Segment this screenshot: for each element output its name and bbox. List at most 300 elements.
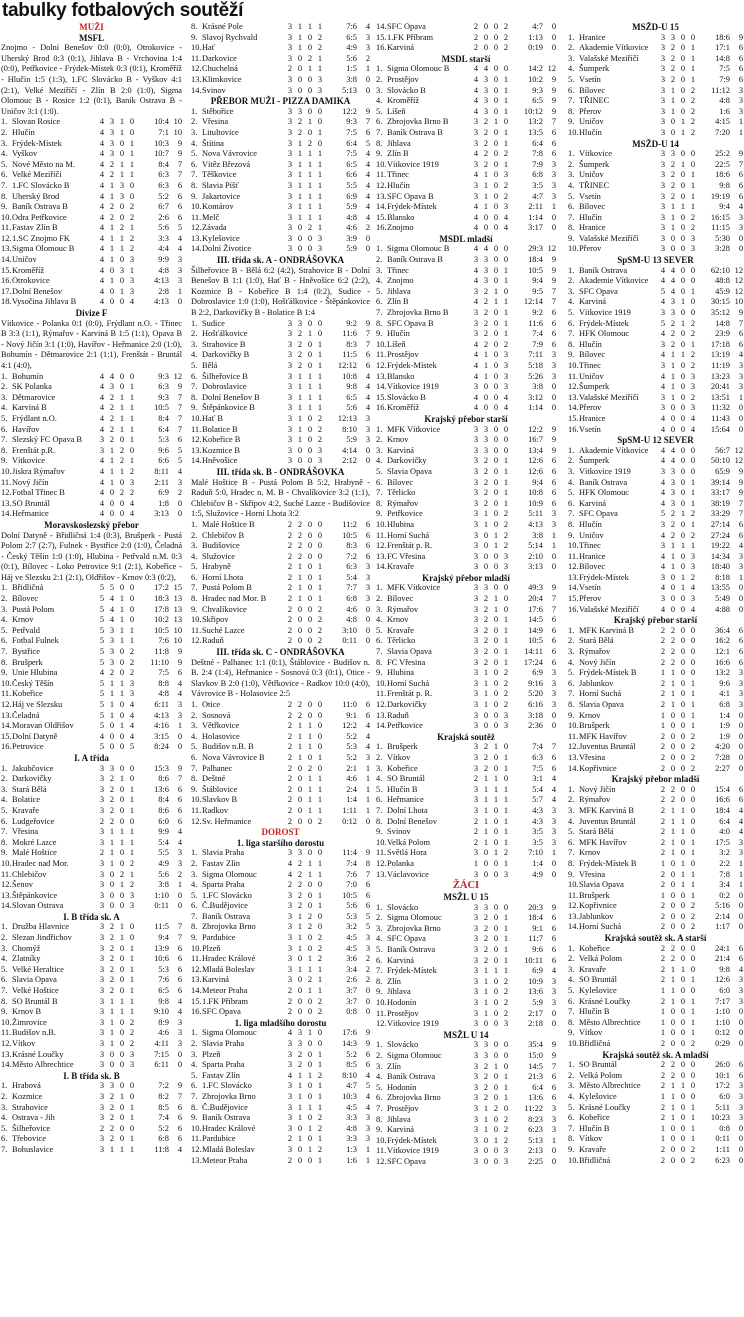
score: 10:4 [154, 117, 169, 127]
played: 3 [473, 795, 479, 805]
draws: 0 [493, 1072, 499, 1082]
score: 9:9 [158, 255, 169, 265]
score: 12:12 [337, 361, 357, 370]
wins: 3 [670, 32, 676, 42]
losses: 3 [503, 382, 509, 392]
played: 3 [473, 1103, 479, 1113]
draws: 0 [119, 1123, 125, 1133]
draws: 0 [307, 636, 313, 646]
rank: 12. [1, 233, 12, 243]
team-name: Šenov [12, 880, 33, 890]
rank: 2. [376, 255, 383, 265]
losses: 3 [317, 456, 323, 466]
wins: 0 [483, 223, 489, 233]
rank: 3. [376, 604, 383, 614]
losses: 1 [690, 180, 696, 190]
draws: 0 [493, 1082, 499, 1092]
wins: 2 [297, 1060, 303, 1070]
score: 0:2 [719, 890, 730, 900]
rank: 2. [1, 127, 8, 137]
rank: 7. [568, 1123, 575, 1133]
wins: 2 [483, 955, 489, 965]
table-row [191, 435, 370, 446]
table-row [1, 425, 182, 436]
rank: 8. [568, 339, 575, 349]
wins: 3 [483, 435, 489, 445]
table-row [568, 372, 743, 383]
played: 3 [473, 604, 479, 614]
rank: 1. [1, 763, 8, 773]
score: 1:4 [719, 710, 730, 720]
losses: 0 [317, 731, 323, 741]
points: 0 [177, 890, 182, 900]
score: 4:8 [346, 212, 357, 222]
table-row [1, 658, 182, 669]
losses: 1 [690, 880, 696, 890]
table-row [376, 425, 556, 436]
losses: 1 [503, 138, 509, 148]
table-row [376, 499, 556, 510]
team-name: SO Bruntál [579, 975, 617, 985]
draws: 2 [119, 488, 125, 498]
wins: 0 [109, 880, 115, 890]
played: 2 [287, 583, 293, 593]
table-row [1, 234, 182, 245]
points: 3 [177, 848, 182, 858]
wins: 3 [109, 1081, 115, 1091]
losses: 1 [129, 413, 135, 423]
wins: 2 [109, 403, 115, 413]
table-row [568, 64, 743, 75]
points: 6 [365, 880, 370, 890]
table-row [191, 573, 370, 584]
table-row [376, 583, 556, 594]
wins: 0 [483, 541, 489, 551]
draws: 0 [307, 1039, 313, 1048]
played: 2 [660, 922, 666, 932]
table-row [1, 817, 182, 828]
table-row [1, 626, 182, 637]
wins: 2 [483, 763, 489, 773]
score: 35:12 [710, 308, 730, 318]
standings-section [1, 308, 182, 372]
draws: 0 [680, 1123, 686, 1133]
losses: 2 [690, 901, 696, 911]
table-row [1, 838, 182, 849]
points: 3 [365, 1134, 370, 1144]
team-name: Bohuslavice [12, 1144, 54, 1154]
wins: 1 [483, 361, 489, 370]
points: 6 [177, 435, 182, 445]
team-name: Vítkovice [579, 149, 613, 159]
draws: 2 [119, 869, 125, 879]
wins: 2 [297, 541, 303, 551]
score: 2:10 [528, 551, 543, 561]
wins: 2 [109, 975, 115, 985]
table-row [376, 721, 556, 732]
rank: 7. [376, 488, 383, 498]
table-row [1, 372, 182, 383]
score: 14:34 [710, 551, 730, 561]
draws: 0 [119, 731, 125, 741]
losses: 1 [690, 710, 696, 720]
table-row [191, 742, 370, 753]
points: 9 [551, 583, 556, 593]
table-row [191, 425, 370, 436]
table-row [191, 340, 370, 351]
draws: 0 [680, 456, 686, 466]
wins: 0 [297, 1144, 303, 1154]
points: 3 [365, 1123, 370, 1133]
rank: 8. [376, 138, 383, 148]
draws: 1 [119, 1091, 125, 1101]
wins: 1 [670, 848, 676, 858]
points: 6 [551, 913, 556, 923]
points: 4 [177, 837, 182, 847]
played: 3 [99, 943, 105, 953]
draws: 0 [493, 212, 499, 222]
losses: 2 [690, 1155, 696, 1165]
played: 3 [660, 170, 666, 180]
losses: 3 [129, 689, 135, 699]
played: 3 [287, 911, 293, 921]
losses: 0 [129, 604, 135, 614]
table-row [1, 128, 182, 139]
played: 3 [473, 763, 479, 773]
played: 2 [660, 1102, 666, 1112]
draws: 0 [307, 1113, 313, 1123]
draws: 2 [307, 138, 313, 148]
wins: 0 [670, 752, 676, 762]
rank: 12. [191, 223, 202, 233]
played: 3 [287, 233, 293, 243]
played: 3 [287, 159, 293, 169]
score: 6:23 [528, 1125, 543, 1135]
losses: 2 [690, 127, 696, 137]
score: 5:3 [158, 435, 169, 445]
score: 7:5 [158, 668, 169, 678]
points: 9 [177, 382, 182, 392]
score: 4:14 [342, 445, 357, 455]
wins: 3 [109, 647, 115, 657]
points: 0 [738, 583, 743, 593]
draws: 0 [493, 424, 499, 434]
table-row [568, 213, 743, 224]
draws: 1 [119, 117, 125, 127]
team-name: Frýdek-Místek [387, 361, 437, 370]
rank: 4. [376, 96, 383, 106]
score: 8:6 [158, 774, 169, 784]
losses: 2 [129, 657, 135, 667]
score: 3:18 [528, 710, 543, 720]
points: 9 [738, 477, 743, 487]
losses: 3 [129, 1060, 135, 1070]
wins: 2 [670, 509, 676, 519]
points: 6 [738, 53, 743, 63]
rank: 2. [1, 382, 8, 392]
losses: 1 [503, 498, 509, 508]
table-row [1, 266, 182, 277]
points: 0 [365, 233, 370, 243]
wins: 2 [109, 159, 115, 169]
rank: 1. [191, 106, 198, 116]
wins: 1 [297, 403, 303, 413]
score: 25:2 [715, 149, 730, 159]
losses: 1 [317, 964, 323, 974]
played: 3 [473, 456, 479, 466]
rank: 12. [376, 700, 387, 709]
rank: 14. [191, 456, 202, 466]
losses: 0 [317, 922, 323, 932]
score: 14:5 [528, 615, 543, 625]
losses: 1 [690, 170, 696, 180]
losses: 1 [129, 1134, 135, 1144]
draws: 0 [493, 64, 499, 74]
losses: 2 [317, 636, 323, 646]
table-row [568, 1028, 743, 1039]
wins: 1 [297, 1091, 303, 1101]
played: 3 [473, 1156, 479, 1166]
rank: 10. [376, 159, 387, 169]
standings-section [1, 912, 182, 1071]
wins: 2 [670, 954, 676, 964]
standings-section [191, 467, 370, 520]
played: 2 [287, 519, 293, 529]
team-name: Č.Budějovice [202, 1102, 248, 1112]
wins: 0 [297, 816, 303, 826]
losses: 1 [317, 890, 323, 900]
played: 3 [287, 371, 293, 381]
played: 2 [287, 752, 293, 762]
played: 4 [473, 74, 479, 84]
played: 5 [99, 647, 105, 657]
score: 11:15 [711, 223, 730, 233]
played: 3 [287, 170, 293, 180]
team-name: Baník Ostrava B [12, 202, 68, 212]
draws: 0 [680, 1028, 686, 1038]
section-title: SpSM-U 12 SEVER [617, 435, 694, 446]
score: 10:12 [523, 106, 543, 116]
losses: 2 [317, 954, 323, 964]
played: 3 [99, 1081, 105, 1091]
losses: 2 [503, 43, 509, 53]
wins: 3 [670, 149, 676, 159]
team-name: Frýdek-Místek [579, 572, 629, 582]
losses: 2 [129, 212, 135, 222]
rank: 9. [1, 1007, 8, 1017]
played: 4 [99, 392, 105, 402]
points: 6 [551, 149, 556, 159]
table-row [376, 795, 556, 806]
score: 6:0 [158, 816, 169, 826]
table-row [568, 1092, 743, 1103]
wins: 3 [109, 763, 115, 773]
standings-section [191, 827, 370, 838]
losses: 1 [690, 975, 696, 985]
draws: 1 [307, 170, 313, 180]
rank: 11. [191, 625, 202, 635]
score: 7:9 [719, 74, 730, 84]
score: 5:6 [346, 901, 357, 911]
wins: 3 [670, 498, 676, 508]
score: 13:5 [528, 127, 543, 137]
draws: 0 [493, 392, 499, 402]
table-row [376, 329, 556, 340]
score: 4:13 [528, 519, 543, 529]
points: 0 [738, 752, 743, 762]
losses: 2 [503, 339, 509, 349]
team-name: Frenštát p. R. [387, 689, 433, 699]
points: 6 [738, 954, 743, 964]
rank: 5. [191, 890, 198, 900]
played: 4 [660, 265, 666, 275]
draws: 0 [493, 668, 499, 678]
rank: 7. [376, 805, 383, 815]
wins: 3 [483, 424, 489, 434]
draws: 0 [680, 1060, 686, 1070]
team-name: Hať [202, 43, 216, 53]
team-name: Hlučín [387, 329, 410, 339]
team-name: Melč [202, 212, 220, 222]
team-name: Horní Suchá [579, 689, 622, 699]
rank: 7. [376, 647, 383, 657]
wins: 0 [483, 721, 489, 731]
table-row [376, 668, 556, 679]
score: 4:0 [719, 827, 730, 837]
draws: 0 [307, 848, 313, 858]
team-name: TŘINEC [579, 96, 610, 106]
losses: 1 [503, 966, 509, 976]
team-name: Prostějov [387, 350, 419, 360]
played: 2 [287, 784, 293, 794]
draws: 0 [493, 371, 499, 381]
points: 6 [177, 1134, 182, 1144]
draws: 0 [680, 403, 686, 413]
team-name: Hlučín [12, 127, 35, 137]
rank: 5. [376, 286, 383, 296]
played: 3 [473, 647, 479, 657]
team-name: Krnov [12, 615, 34, 625]
rank: 10. [376, 837, 387, 847]
score: 14:3 [342, 1039, 357, 1048]
played: 2 [287, 1134, 293, 1144]
played: 3 [473, 945, 479, 955]
wins: 4 [670, 286, 676, 296]
team-name: MFK Karviná B [579, 805, 634, 815]
losses: 4 [503, 223, 509, 233]
score: 5:26 [528, 371, 543, 381]
score: 11:4 [342, 848, 357, 858]
team-name: Strahovice B [202, 339, 246, 349]
rank: 7. [191, 911, 198, 921]
points: 7 [365, 117, 370, 127]
losses: 1 [317, 1155, 323, 1165]
draws: 1 [119, 933, 125, 943]
played: 3 [99, 890, 105, 900]
losses: 3 [129, 1049, 135, 1059]
score: 20:41 [710, 382, 730, 392]
points: 4 [177, 233, 182, 243]
draws: 0 [680, 149, 686, 159]
rank: 13. [191, 975, 202, 985]
draws: 0 [680, 922, 686, 932]
wins: 3 [483, 74, 489, 84]
score: 9:3 [532, 85, 543, 95]
team-name: Vsetín [579, 424, 601, 434]
wins: 0 [109, 509, 115, 519]
team-name: Líšeň [387, 339, 406, 349]
wins: 2 [483, 329, 489, 339]
draws: 1 [307, 1028, 313, 1038]
team-name: Bělá [202, 361, 218, 370]
points: 12 [547, 64, 556, 74]
team-name: Český Těšín [12, 678, 54, 688]
table-row [191, 1028, 370, 1039]
losses: 3 [690, 233, 696, 243]
team-name: Vítkovice [12, 456, 46, 466]
rank: 12. [376, 180, 387, 190]
points: 0 [738, 1155, 743, 1165]
team-name: Slovácko [387, 902, 419, 912]
team-name: Hranice [579, 413, 606, 423]
draws: 1 [119, 413, 125, 423]
draws: 0 [307, 244, 313, 254]
losses: 1 [317, 752, 323, 762]
table-row [376, 594, 556, 605]
wins: 1 [670, 1102, 676, 1112]
wins: 3 [297, 106, 303, 116]
table-row [191, 319, 370, 330]
draws: 0 [493, 445, 499, 455]
table-row [568, 160, 743, 171]
losses: 1 [317, 403, 323, 413]
match-results-text: Vítkovice - Polanka 0:1 (0:0), Frýdlant n.O. - Třinec B 3:3 (1:1), Rýmařov - Karviná B 1:5 (1:1), Opava B - Nový Jičín 3:1 (1:0), Havířov - Heřmanice 2:0 (1:0), Bohumín - Dětmarovice 2:1 (1:1), Frenštát - Bruntál 4:1 (4:0), [1, 318, 182, 370]
table-row [1, 223, 182, 234]
team-name: Fotbal Fulnek [12, 636, 59, 646]
team-name: Odra Petřkovice [12, 212, 67, 222]
wins: 0 [670, 890, 676, 900]
team-name: Nové Město na M. [12, 159, 75, 169]
table-row [1, 711, 182, 722]
wins: 1 [670, 816, 676, 826]
rank: 2. [191, 117, 198, 127]
played: 4 [473, 297, 479, 307]
draws: 0 [307, 85, 313, 95]
played: 4 [99, 127, 105, 137]
points: 13 [173, 604, 182, 614]
score: 6:9 [346, 191, 357, 201]
score: 6:3 [158, 180, 169, 190]
score: 6:11 [154, 1060, 169, 1070]
draws: 0 [493, 615, 499, 625]
team-name: Zbrojovka Brno [202, 1091, 256, 1101]
score: 4:9 [346, 43, 357, 53]
wins: 4 [109, 371, 115, 381]
points: 6 [365, 361, 370, 370]
table-row [568, 838, 743, 849]
played: 3 [473, 551, 479, 561]
team-name: Uničov [579, 530, 604, 540]
draws: 1 [119, 880, 125, 890]
played: 4 [473, 371, 479, 381]
score: 17:5 [715, 837, 730, 847]
draws: 1 [307, 731, 313, 741]
points: 4 [365, 212, 370, 222]
wins: 2 [483, 477, 489, 487]
table-row [1, 149, 182, 160]
draws: 0 [493, 32, 499, 42]
losses: 2 [129, 668, 135, 678]
